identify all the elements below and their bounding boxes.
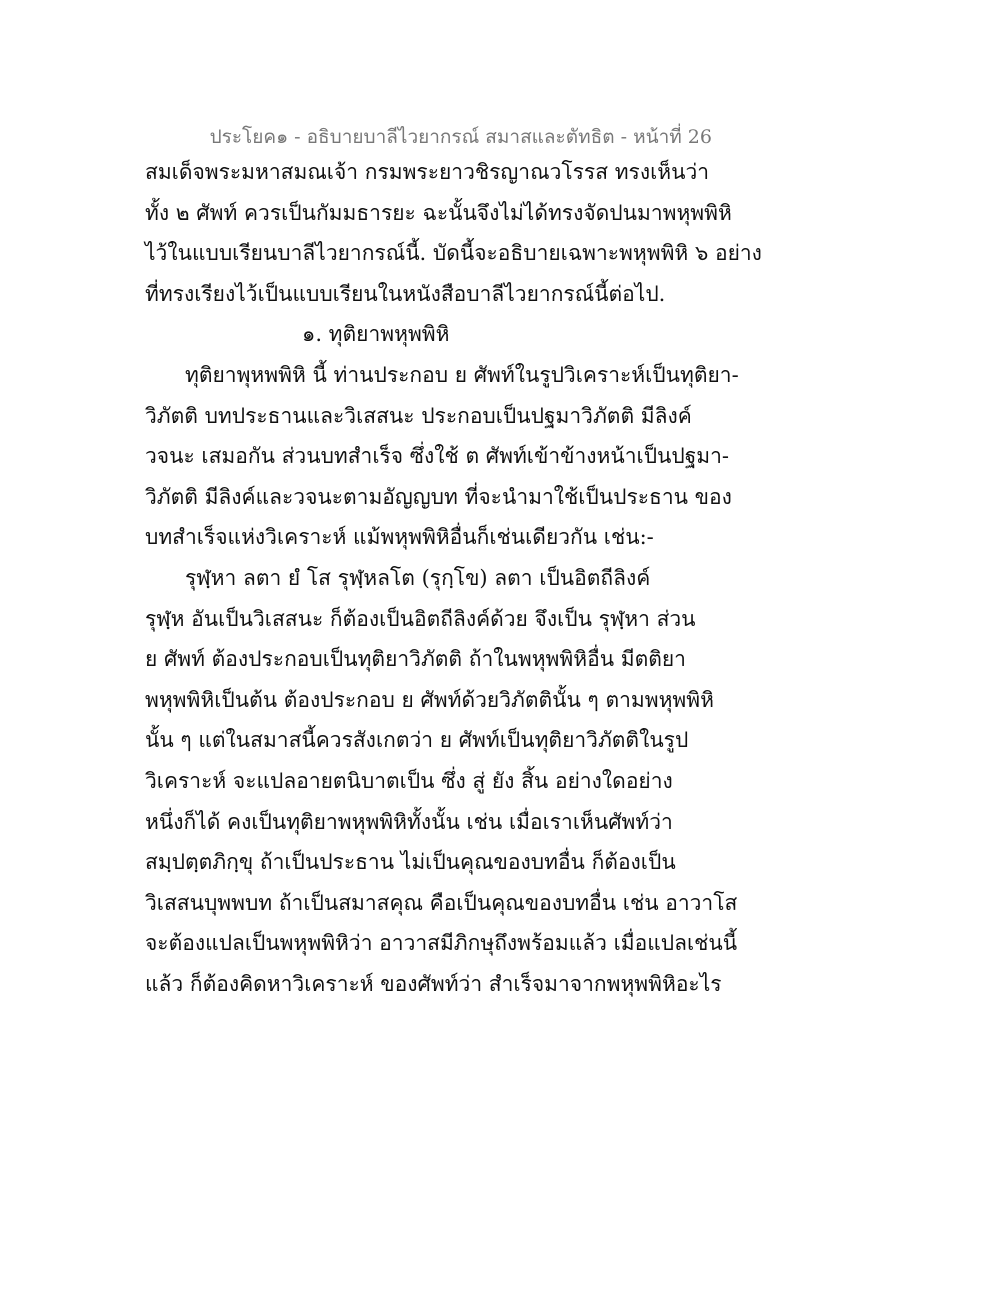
text-line: บทสำเร็จแห่งวิเคราะห์ แม้พหุพพิหิอื่นก็เช่นเดียวกัน เช่น:- xyxy=(145,525,654,550)
text-line: แล้ว ก็ต้องคิดหาวิเคราะห์ ของศัพท์ว่า สำเร็จมาจากพหุพพิหิอะไร xyxy=(145,971,722,996)
text-line: สมเด็จพระมหาสมณเจ้า กรมพระยาวชิรญาณวโรรส ทรงเห็นว่า xyxy=(145,160,710,184)
text-line: ทุติยาพุหพพิหิ นี้ ท่านประกอบ ย ศัพท์ในรูปวิเคราะห์เป็นทุติยา- xyxy=(185,362,739,387)
section-heading: ๑. ทุติยาพหุพพิหิ xyxy=(302,322,450,347)
text-line: วิภัตติ บทประธานและวิเสสนะ ประกอบเป็นปฐมาวิภัตติ มีลิงค์ xyxy=(145,403,692,428)
text-line: วิภัตติ มีลิงค์และวจนะตามอัญญบท ที่จะนำมาใช้เป็นประธาน ของ xyxy=(145,484,732,509)
text-line: ไว้ในแบบเรียนบาลีไวยากรณ์นี้. บัดนี้จะอธิบายเฉพาะพหุพพิหิ ๖ อย่าง xyxy=(145,241,762,266)
text-line: วิเสสนบุพพบท ถ้าเป็นสมาสคุณ คือเป็นคุณของบทอื่น เช่น อาวาโส xyxy=(145,890,738,915)
text-line: รุฬฺห อันเป็นวิเสสนะ ก็ต้องเป็นอิตถีลิงค์ด้วย จึงเป็น รุฬฺหา ส่วน xyxy=(145,606,696,631)
running-header: ประโยค๑ - อธิบายบาลีไวยากรณ์ สมาสและตัทธิต - หน้าที่ 26 xyxy=(209,126,712,148)
text-line: หนึ่งก็ได้ คงเป็นทุติยาพหุพพิหิทั้งนั้น เช่น เมื่อเราเห็นศัพท์ว่า xyxy=(145,809,673,834)
text-line: สมฺปตฺตภิกฺขุ ถ้าเป็นประธาน ไม่เป็นคุณของบทอื่น ก็ต้องเป็น xyxy=(145,850,676,875)
text-line: ย ศัพท์ ต้องประกอบเป็นทุติยาวิภัตติ ถ้าในพหุพพิหิอื่น มีตติยา xyxy=(145,647,686,672)
text-line: ทั้ง ๒ ศัพท์ ควรเป็นกัมมธารยะ ฉะนั้นจึงไม่ได้ทรงจัดปนมาพหุพพิหิ xyxy=(145,200,732,225)
text-line: พหุพพิหิเป็นต้น ต้องประกอบ ย ศัพท์ด้วยวิภัตตินั้น ๆ ตามพหุพพิหิ xyxy=(145,687,714,712)
text-line: จะต้องแปลเป็นพหุพพิหิว่า อาวาสมีภิกษุถึงพร้อมแล้ว เมื่อแปลเช่นนี้ xyxy=(145,931,738,956)
text-line: วจนะ เสมอกัน ส่วนบทสำเร็จ ซึ่งใช้ ต ศัพท์เข้าข้างหน้าเป็นปฐมา- xyxy=(145,444,730,469)
text-line: นั้น ๆ แต่ในสมาสนี้ควรสังเกตว่า ย ศัพท์เป็นทุติยาวิภัตติในรูป xyxy=(145,728,689,753)
body-text xyxy=(145,152,762,1004)
text-line: วิเคราะห์ จะแปลอายตนิบาตเป็น ซึ่ง สู่ ยัง สิ้น อย่างใดอย่าง xyxy=(145,768,673,793)
text-line: ที่ทรงเรียงไว้เป็นแบบเรียนในหนังสือบาลีไวยากรณ์นี้ต่อไป. xyxy=(145,281,666,306)
text-line: รุฬฺหา ลตา ยํ โส รุฬฺหลโต (รุกฺโข) ลตา เป็นอิตถีลิงค์ xyxy=(185,565,651,590)
